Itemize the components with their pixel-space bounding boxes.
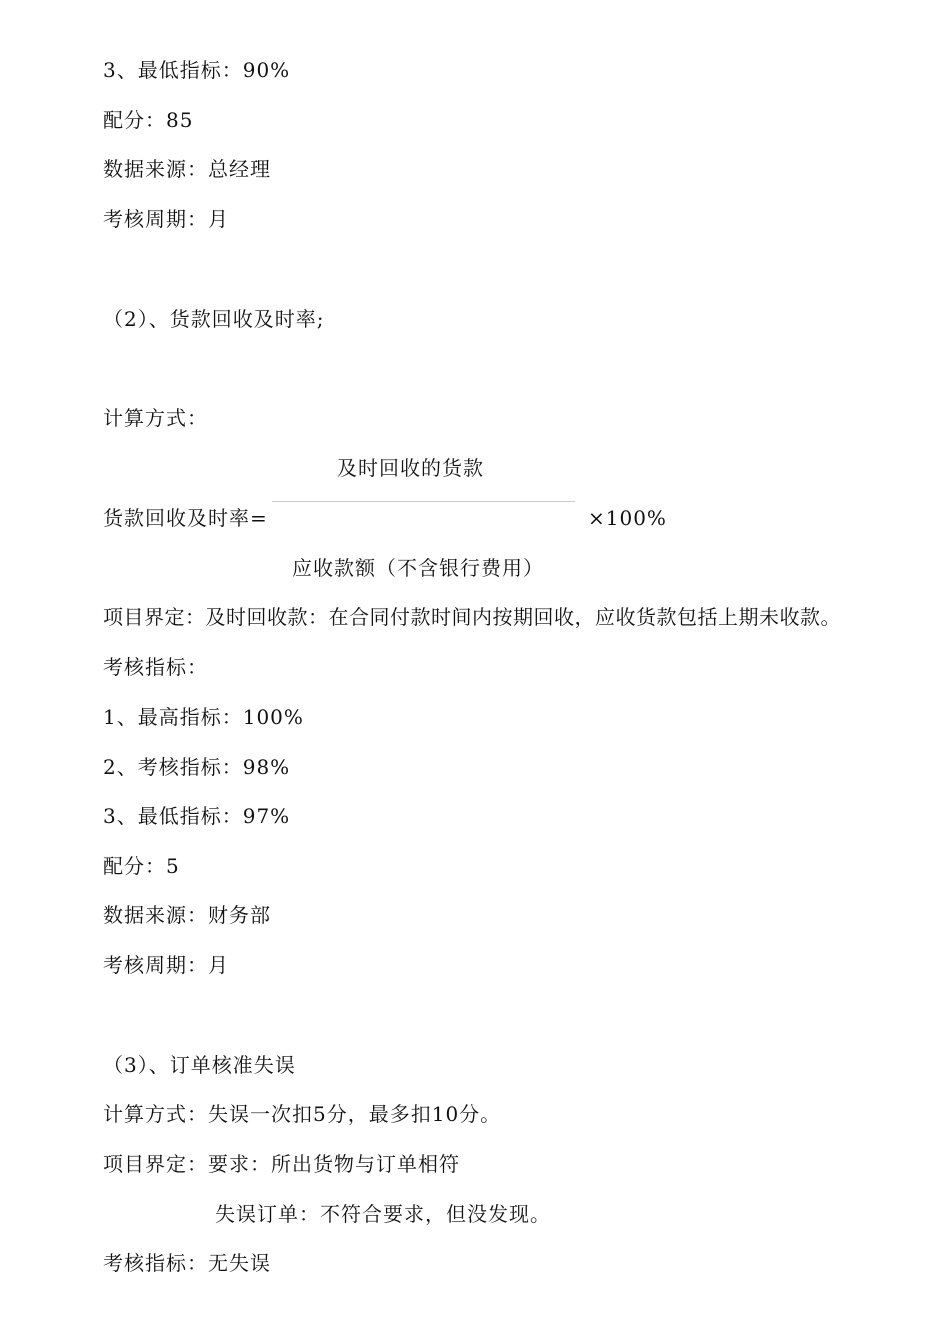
- formula-numerator: 及时回收的货款: [337, 456, 484, 480]
- calc-method-line: 计算方式：失误一次扣5分，最多扣10分。: [103, 1102, 502, 1126]
- section3-heading: （3）、订单核准失误: [103, 1053, 296, 1077]
- definition-error-line: 失误订单：不符合要求，但没发现。: [215, 1202, 551, 1226]
- formula-denominator: 应收款额（不含银行费用）: [292, 556, 544, 580]
- min-indicator-line-2: 3、最低指标：97%: [103, 804, 291, 828]
- formula-fraction-bar: [272, 501, 575, 502]
- data-source-line: 数据来源：总经理: [103, 157, 271, 181]
- score-line: 配分：85: [103, 108, 194, 132]
- definition-requirement-line: 项目界定：要求：所出货物与订单相符: [103, 1152, 460, 1176]
- formula-multiplier: ×100%: [588, 506, 667, 530]
- definition-line: 项目界定：及时回收款：在合同付款时间内按期回收，应收货款包括上期未收款。: [103, 605, 841, 629]
- cycle-line-2: 考核周期：月: [103, 953, 229, 977]
- section2-heading: （2）、货款回收及时率;: [103, 307, 325, 331]
- score-line-2: 配分：5: [103, 854, 180, 878]
- max-indicator-line: 1、最高指标：100%: [103, 705, 304, 729]
- target-indicator-line: 2、考核指标：98%: [103, 755, 291, 779]
- data-source-line-2: 数据来源：财务部: [103, 903, 271, 927]
- calc-method-label: 计算方式：: [103, 406, 208, 430]
- min-indicator-line: 3、最低指标：90%: [103, 58, 291, 82]
- cycle-line: 考核周期：月: [103, 207, 229, 231]
- indicators-label: 考核指标：: [103, 655, 208, 679]
- indicator-line: 考核指标：无失误: [103, 1251, 271, 1275]
- formula-lhs: 货款回收及时率=: [103, 506, 268, 530]
